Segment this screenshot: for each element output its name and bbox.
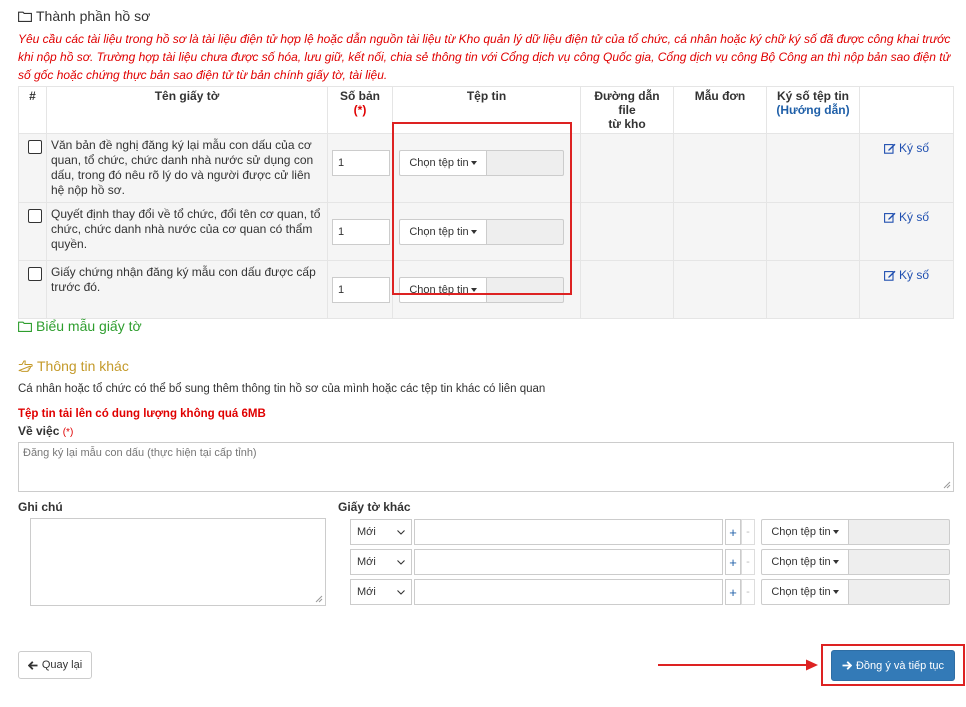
folder-icon (18, 11, 32, 22)
type-select[interactable]: Mới (350, 549, 412, 575)
subject-label: Về việc (*) (18, 424, 74, 438)
copies-input[interactable]: 1 (332, 277, 390, 303)
row-checkbox[interactable] (28, 267, 42, 281)
list-item (350, 519, 955, 545)
arrow-left-icon (28, 661, 38, 670)
choose-file-button[interactable]: Chọn tệp tin (761, 579, 849, 605)
edit-icon (884, 143, 896, 154)
edit-icon (884, 212, 896, 223)
highlight-file-column (392, 122, 572, 295)
file-name-field (849, 519, 950, 545)
annotation-arrow-icon (658, 658, 820, 672)
row-checkbox[interactable] (28, 209, 42, 223)
doc-name-input[interactable] (414, 579, 723, 605)
choose-file-button[interactable]: Chọn tệp tin (399, 219, 487, 245)
type-select[interactable]: Mới (350, 579, 412, 605)
file-name-field (849, 549, 950, 575)
other-info-section-title: Thông tin khác (18, 358, 129, 374)
other-info-description: Cá nhân hoặc tổ chức có thể bổ sung thêm thông tin hồ sơ của mình hoặc các tệp tin khác có liên quan (18, 383, 546, 395)
arrow-right-icon (842, 661, 852, 670)
resize-handle-icon (943, 481, 951, 489)
sign-button[interactable]: Ký số (864, 268, 949, 282)
col-index: # (19, 87, 47, 134)
agree-continue-button[interactable]: Đồng ý và tiếp tục (831, 650, 955, 681)
remove-row-button[interactable]: - (741, 519, 755, 545)
chevron-down-icon (397, 530, 405, 535)
other-docs-list (350, 519, 955, 605)
col-path: Đường dẫn file từ kho (581, 87, 674, 134)
add-row-button[interactable]: + (725, 519, 741, 545)
other-docs-label: Giấy tờ khác (338, 500, 411, 514)
add-row-button[interactable]: + (725, 549, 741, 575)
components-section-title: Thành phần hồ sơ (18, 8, 150, 24)
back-button[interactable]: Quay lại (18, 651, 92, 679)
choose-file-button[interactable]: Chọn tệp tin (761, 549, 849, 575)
row-checkbox[interactable] (28, 140, 42, 154)
doc-name-input[interactable] (414, 519, 723, 545)
caret-down-icon (833, 590, 839, 594)
doc-name: Quyết định thay đổi về tổ chức, đổi tên cơ quan, tổ chức, chức danh nhà nước của cơ quan có thẩm quyền. (47, 203, 328, 261)
choose-file-button[interactable]: Chọn tệp tin (761, 519, 849, 545)
type-select[interactable]: Mới (350, 519, 412, 545)
caret-down-icon (833, 560, 839, 564)
col-file: Tệp tin (393, 87, 581, 134)
folder-icon (18, 321, 32, 332)
notice-text: Yêu cầu các tài liệu trong hồ sơ là tài liệu điện tử hợp lệ hoặc dẫn nguồn tài liệu từ Kho quản lý dữ liệu điện tử của tổ chức, cá nhân hoặc ký chữ ký số đã được công khai trước khi nộp hồ sơ. Trường hợp tài liệu chưa được số hóa, lưu giữ, kết nối, chia sẻ thông tin với Cổng dịch vụ công Quốc gia, Cổng dịch vụ công Bộ Công an thì nộp bản sao điện tử số gốc hoặc chứng thực bản sao điện tử từ bản chính giấy tờ, tài liệu. (18, 32, 951, 82)
file-size-warning: Tệp tin tải lên có dung lượng không quá 6MB (18, 408, 266, 420)
note-label: Ghi chú (18, 500, 63, 514)
add-row-button[interactable]: + (725, 579, 741, 605)
choose-file-button[interactable]: Chọn tệp tin (399, 150, 487, 176)
sign-button[interactable]: Ký số (864, 141, 949, 155)
file-name-field (849, 579, 950, 605)
col-sign: Ký số tệp tin (Hướng dẫn) (767, 87, 860, 134)
note-textarea[interactable] (30, 518, 326, 606)
edit-icon (884, 270, 896, 281)
chevron-down-icon (397, 590, 405, 595)
caret-down-icon (833, 530, 839, 534)
list-item (350, 579, 955, 605)
remove-row-button[interactable]: - (741, 579, 755, 605)
list-item (350, 549, 955, 575)
doc-name-input[interactable] (414, 549, 723, 575)
col-copies: Số bản (*) (328, 87, 393, 134)
choose-file-button[interactable]: Chọn tệp tin (399, 277, 487, 303)
remove-row-button[interactable]: - (741, 549, 755, 575)
chevron-down-icon (397, 560, 405, 565)
col-name: Tên giấy tờ (47, 87, 328, 134)
resize-handle-icon (315, 595, 323, 603)
doc-name: Giấy chứng nhận đăng ký mẫu con dấu được cấp trước đó. (47, 261, 328, 319)
guide-link[interactable]: (Hướng dẫn) (776, 103, 850, 117)
copies-input[interactable]: 1 (332, 219, 390, 245)
forms-section-title[interactable]: Biểu mẫu giấy tờ (18, 318, 142, 334)
hand-pointer-icon (18, 360, 33, 372)
subject-textarea[interactable]: Đăng ký lại mẫu con dấu (thực hiện tại cấp tỉnh) (18, 442, 954, 492)
sign-button[interactable]: Ký số (864, 210, 949, 224)
copies-input[interactable]: 1 (332, 150, 390, 176)
doc-name: Văn bản đề nghị đăng ký lại mẫu con dấu của cơ quan, tổ chức, chức danh nhà nước sử dụng con dấu, trong đó nêu rõ lý do và người được cử liên hệ nộp hồ sơ. (47, 134, 328, 203)
col-form: Mẫu đơn (674, 87, 767, 134)
